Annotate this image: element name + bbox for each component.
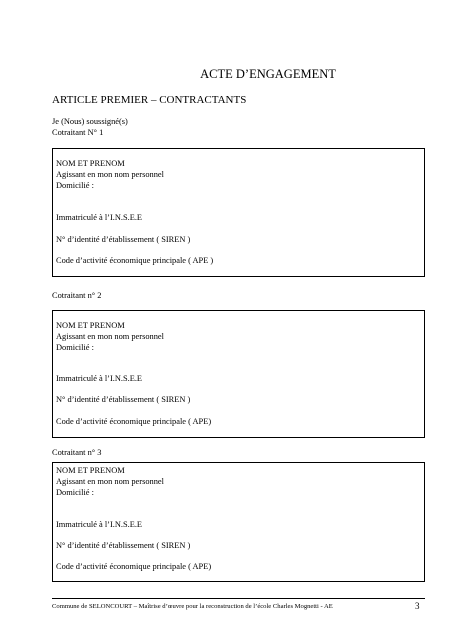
- article-heading: ARTICLE PREMIER – CONTRACTANTS: [52, 94, 247, 106]
- acting-label: Agissant en mon nom personnel: [56, 477, 164, 486]
- cotraitant-3-label: Cotraitant n° 3: [52, 448, 102, 457]
- intro-signatory: Je (Nous) soussigné(s): [52, 117, 128, 126]
- siren-label: N° d’identité d’établissement ( SIREN ): [56, 235, 191, 244]
- ape-label: Code d’activité économique principale ( APE): [56, 562, 212, 571]
- siren-label: N° d’identité d’établissement ( SIREN ): [56, 395, 191, 404]
- footer-text: Commune de SELONCOURT – Maîtrise d’œuvre pour la reconstruction de l’école Charles Mognetti - AE: [52, 603, 333, 610]
- insee-label: Immatriculé à l’I.N.S.E.E: [56, 520, 143, 529]
- page-number: 3: [415, 601, 420, 611]
- name-label: NOM ET PRENOM: [56, 159, 125, 168]
- cotraitant-1-label: Cotraitant N° 1: [52, 128, 104, 137]
- cotraitant-2-box: [52, 310, 425, 438]
- page-title: ACTE D’ENGAGEMENT: [200, 67, 336, 81]
- insee-label: Immatriculé à l’I.N.S.E.E: [56, 374, 143, 383]
- name-label: NOM ET PRENOM: [56, 321, 125, 330]
- acting-label: Agissant en mon nom personnel: [56, 170, 164, 179]
- cotraitant-1-box: [52, 148, 425, 277]
- insee-label: Immatriculé à l’I.N.S.E.E: [56, 213, 143, 222]
- siren-label: N° d’identité d’établissement ( SIREN ): [56, 541, 191, 550]
- domicile-label: Domicilié :: [56, 343, 94, 352]
- acting-label: Agissant en mon nom personnel: [56, 332, 164, 341]
- footer-rule: [52, 598, 425, 599]
- cotraitant-3-box: [52, 462, 425, 582]
- cotraitant-2-label: Cotraitant n° 2: [52, 291, 102, 300]
- name-label: NOM ET PRENOM: [56, 466, 125, 475]
- domicile-label: Domicilié :: [56, 181, 94, 190]
- ape-label: Code d’activité économique principale ( APE ): [56, 256, 214, 265]
- domicile-label: Domicilié :: [56, 488, 94, 497]
- ape-label: Code d’activité économique principale ( APE): [56, 417, 212, 426]
